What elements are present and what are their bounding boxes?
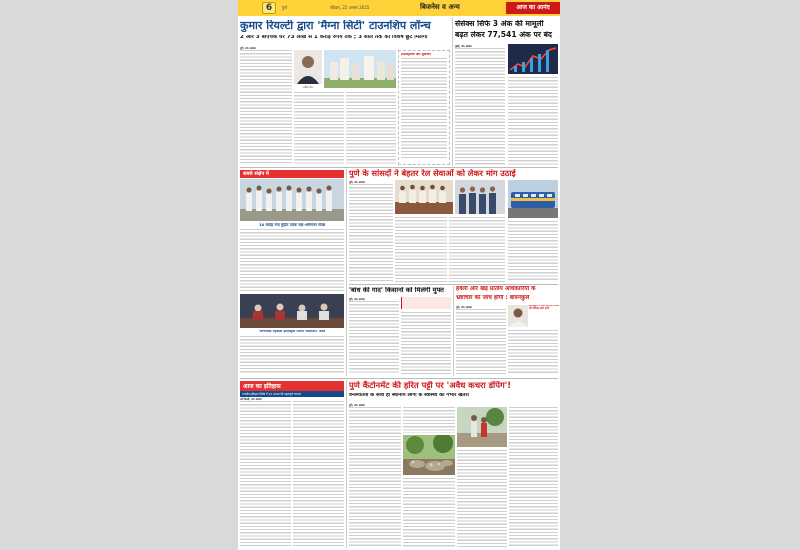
brief2-text bbox=[240, 336, 344, 374]
brief-section-bar: सबसे संक्षेप में bbox=[240, 170, 344, 178]
story1-dateline: पुणे, 21 अगस्त bbox=[240, 47, 256, 50]
story6-dateline: पुणे, 21 अगस्त bbox=[349, 404, 365, 407]
story6-headline: पुणे कैंटोनमेंट की हरित पट्टी पर 'अवैध कचरा डंपिंग'! bbox=[349, 381, 512, 390]
story6-text-col1 bbox=[349, 407, 401, 547]
story4-pullquote bbox=[401, 297, 451, 309]
story5-text-col2 bbox=[508, 330, 558, 374]
story3-train-photo bbox=[508, 180, 558, 218]
history-dateline: नई दिल्ली, 21 अगस्त bbox=[240, 398, 262, 401]
divider bbox=[346, 169, 347, 376]
story5-headline: हवेली और खेड़ प्रांतीय अधिकारियों के bbox=[456, 286, 536, 292]
story1-subhead: 2 और 3 बीएचके घर 73 लाख से 1 करोड़ रुपये तक ; 3 साल तक की विशेष छूट मिलेगी bbox=[240, 35, 428, 40]
story4-text-col2 bbox=[401, 312, 451, 374]
story1-portrait-caption: ललित जैन bbox=[303, 86, 313, 89]
brief1-caption: 10 करोड़ नया मुद्रित पत्रक नहा-अभियान संपन्न bbox=[258, 223, 325, 227]
story1-sidebox bbox=[398, 50, 450, 165]
story1-township-photo bbox=[324, 50, 396, 88]
story2-dateline: मुंबई, 21 अगस्त bbox=[455, 45, 472, 48]
divider bbox=[452, 18, 453, 166]
brief2-photo bbox=[240, 294, 344, 328]
masthead-city: पुणे bbox=[282, 5, 288, 10]
divider bbox=[453, 286, 454, 376]
story3-text-col3 bbox=[449, 217, 505, 282]
brief1-text bbox=[240, 229, 344, 291]
history-subbar: भारतीय इतिहास विशेष में 22 अगस्त की महत्वपूर्ण घटनाएं bbox=[240, 391, 344, 397]
page-number: 6 bbox=[262, 2, 276, 14]
story1-text-col3 bbox=[346, 92, 396, 165]
brief2-caption: 'विश्लेषक एहसास इलेक्ट्रिक फिल्म फेस्टिवल' आज bbox=[258, 330, 326, 333]
story1-box-title: इन्फ्रास्ट्रक्चर और सुविधाएं bbox=[401, 53, 431, 56]
story4-text-col1 bbox=[349, 301, 399, 374]
story5-portrait-photo bbox=[508, 305, 528, 327]
story2-text-col1 bbox=[455, 48, 505, 165]
story6-dumping-photo bbox=[403, 435, 455, 475]
story3-text-col4 bbox=[508, 221, 558, 282]
brand-logo: आज का आनंद bbox=[506, 2, 560, 14]
story3-text-col2 bbox=[395, 217, 447, 282]
divider bbox=[240, 167, 558, 168]
story3-text-col1 bbox=[349, 184, 393, 282]
story2-headline-line2: बढ़त लेकर 77,541 अंक पर बंद bbox=[455, 31, 552, 39]
story1-portrait-photo bbox=[294, 50, 322, 84]
story4-headline: 'बांध की गाद' किसानों को मिलेगी मुफ्त bbox=[349, 287, 444, 294]
story6-subhead: वनस्पतियों के साथ ही स्थानीय लोगों के स्वास्थ्य को गंभीर खतरा bbox=[349, 393, 469, 398]
brief1-photo bbox=[240, 179, 344, 221]
story6-site-photo bbox=[457, 407, 507, 447]
divider bbox=[349, 284, 558, 285]
divider bbox=[240, 378, 558, 379]
story3-group-photo bbox=[455, 180, 505, 214]
story6-text-col2 bbox=[403, 407, 455, 433]
story2-headline: सेंसेक्स सिर्फ 3 अंक की मामूली bbox=[455, 20, 544, 28]
story3-headline: पुणे के सांसदों ने बेहतर रेल सेवाओं को लेकर मांग उठाई bbox=[349, 169, 516, 178]
newspaper-page bbox=[238, 0, 560, 550]
history-list-col2 bbox=[293, 401, 344, 547]
section-title: बिजनेस व अन्य bbox=[420, 3, 460, 11]
story5-dateline: पुणे, 21 अगस्त bbox=[456, 306, 472, 309]
history-bar: आज का इतिहास bbox=[240, 381, 344, 391]
divider bbox=[346, 380, 347, 548]
story3-meeting-photo bbox=[395, 180, 453, 214]
story5-headline-line2: भ्रष्टाचार की जांच होगी : बावनकुले bbox=[456, 295, 530, 301]
story6-text-col3 bbox=[403, 478, 455, 547]
story2-sensex-graphic bbox=[508, 44, 558, 74]
story3-dateline: पुणे, 21 अगस्त bbox=[349, 181, 365, 184]
story1-headline: कुमार रियल्टी द्वारा 'मैग्ना सिटी' टाउनशिप लॉन्च bbox=[240, 20, 431, 32]
story5-text-col1 bbox=[456, 309, 506, 374]
masthead-date: रविवार, 22 अगस्त 2025 bbox=[330, 5, 370, 10]
history-list-col1 bbox=[240, 401, 291, 547]
story6-text-col4 bbox=[457, 450, 507, 547]
story6-text-col5 bbox=[509, 407, 558, 547]
story4-dateline: पुणे, 21 अगस्त bbox=[349, 298, 365, 301]
story1-text-col1 bbox=[240, 50, 292, 165]
story2-text-col2 bbox=[508, 77, 558, 165]
story5-pullquote: बावनकुले ने कहा कि इस मामले की निष्पक्ष जांच होगी bbox=[529, 305, 559, 310]
story1-box-text bbox=[401, 58, 447, 158]
story1-text-col2 bbox=[294, 92, 344, 165]
